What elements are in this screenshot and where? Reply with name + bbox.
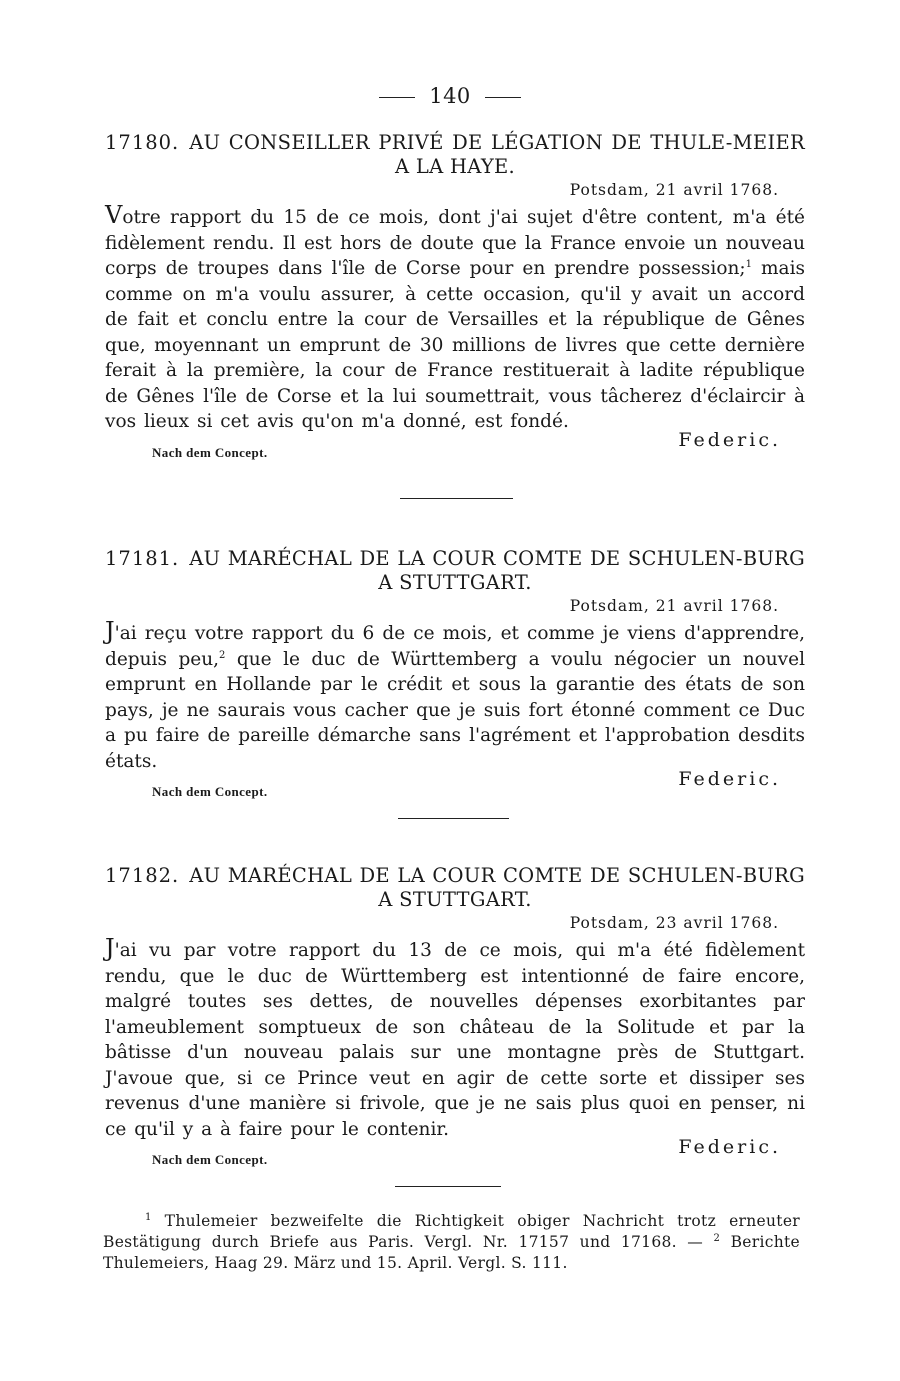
letter-number: 17182. <box>105 864 180 887</box>
letter-signature: Federic. <box>678 428 781 451</box>
letter-heading <box>105 864 805 912</box>
letter-body <box>105 201 805 435</box>
page-header <box>0 84 900 108</box>
page-number: 140 <box>429 84 471 108</box>
letter-closing <box>105 768 805 800</box>
letter-heading <box>105 131 805 179</box>
section-divider <box>395 1186 501 1187</box>
footnote-ref-2: 2 <box>219 649 226 661</box>
footnote-ref-1: 1 <box>745 258 752 270</box>
letter-initial: J <box>105 617 115 645</box>
section-divider <box>400 498 513 499</box>
letter-text-part-2: que le duc de Württemberg a voulu négocier un nouvel emprunt en Hollande par le crédit et sous la garantie des états de son pays, je ne saurais vous cacher que je suis fort étonné comment ce Duc a pu faire de pareille démarche sans l'agrément et l'approbation desdits états. <box>105 648 805 772</box>
letter-closing <box>105 428 805 461</box>
letter-17182 <box>105 864 805 1168</box>
letter-17181 <box>105 547 805 800</box>
letter-source: Nach dem Concept. <box>152 444 268 460</box>
letter-number: 17180. <box>105 131 180 154</box>
letter-number: 17181. <box>105 547 180 570</box>
letter-signature: Federic. <box>678 1136 781 1158</box>
letter-recipient: AU CONSEILLER PRIVÉ DE LÉGATION DE THULE-MEIER A LA HAYE. <box>189 131 805 178</box>
letter-initial: V <box>105 201 123 229</box>
letter-heading <box>105 547 805 595</box>
footnote-2: Berichte Thulemeiers, Haag 29. März und 15. April. Vergl. S. 111. <box>103 1233 801 1272</box>
letter-dateline: Potsdam, 23 avril 1768. <box>569 914 779 932</box>
footnotes <box>103 1211 800 1274</box>
letter-dateline: Potsdam, 21 avril 1768. <box>569 597 779 615</box>
section-divider <box>398 818 509 819</box>
letter-source: Nach dem Concept. <box>152 784 268 799</box>
letter-signature: Federic. <box>678 768 781 790</box>
letter-recipient: AU MARÉCHAL DE LA COUR COMTE DE SCHULEN-BURG A STUTTGART. <box>189 864 805 911</box>
header-dash-left <box>379 97 415 98</box>
footnote-marker-2: 2 <box>713 1232 721 1244</box>
footnote-text <box>103 1211 800 1274</box>
header-dash-right <box>485 97 521 98</box>
letter-text-part-1: otre rapport du 15 de ce mois, dont j'ai sujet d'être content, m'a été fidèlement rendu. Il est hors de doute que la France envoie un nouveau corps de troupes dans l'île de Corse pour en prendre possession; <box>105 207 805 279</box>
letter-text-part-1: 'ai reçu votre rapport du 6 de ce mois, et comme je viens d'apprendre, depuis peu, <box>105 623 805 670</box>
letter-body <box>105 934 805 1142</box>
letter-recipient: AU MARÉCHAL DE LA COUR COMTE DE SCHULEN-BURG A STUTTGART. <box>189 547 805 594</box>
footnote-marker-1: 1 <box>145 1211 152 1223</box>
letter-body <box>105 617 805 774</box>
letter-text-part-2: mais comme on m'a voulu assurer, à cette occasion, qu'il y avait un accord de fait et conclu entre la cour de Versailles et la république de Gênes que, moyennant un emprunt de 30 millions de livres que cette dernière ferait à la première, la cour de France restituerait à ladite république de Gênes l'île de Corse et la lui soumettrait, vous tâcherez d'éclaircir à vos lieux si cet avis qu'on m'a donné, est fondé. <box>105 258 805 432</box>
letter-source: Nach dem Concept. <box>152 1152 268 1167</box>
letter-text-part-1: 'ai vu par votre rapport du 13 de ce mois, qui m'a été fidèlement rendu, que le duc de Württemberg est intentionné de faire encore, malgré toutes ses dettes, de nouvelles dépenses exorbitantes par l'ameublement somptueux de son château de la Solitude et par la bâtisse d'un nouveau palais sur une montagne près de Stuttgart. J'avoue que, si ce Prince veut en agir de cette sorte et dissiper ses revenus d'une manière si frivole, que je ne sais plus quoi en penser, ni ce qu'il y a à faire pour le contenir. <box>105 940 805 1140</box>
letter-17180 <box>105 131 805 461</box>
letter-closing <box>105 1136 805 1168</box>
footnote-1: Thulemeier bezweifelte die Richtigkeit obiger Nachricht trotz erneuter Bestätigung durch Briefe aus Paris. Vergl. Nr. 17157 und 17168. — <box>103 1212 800 1251</box>
letter-dateline: Potsdam, 21 avril 1768. <box>569 181 779 199</box>
letter-initial: J <box>105 934 115 962</box>
